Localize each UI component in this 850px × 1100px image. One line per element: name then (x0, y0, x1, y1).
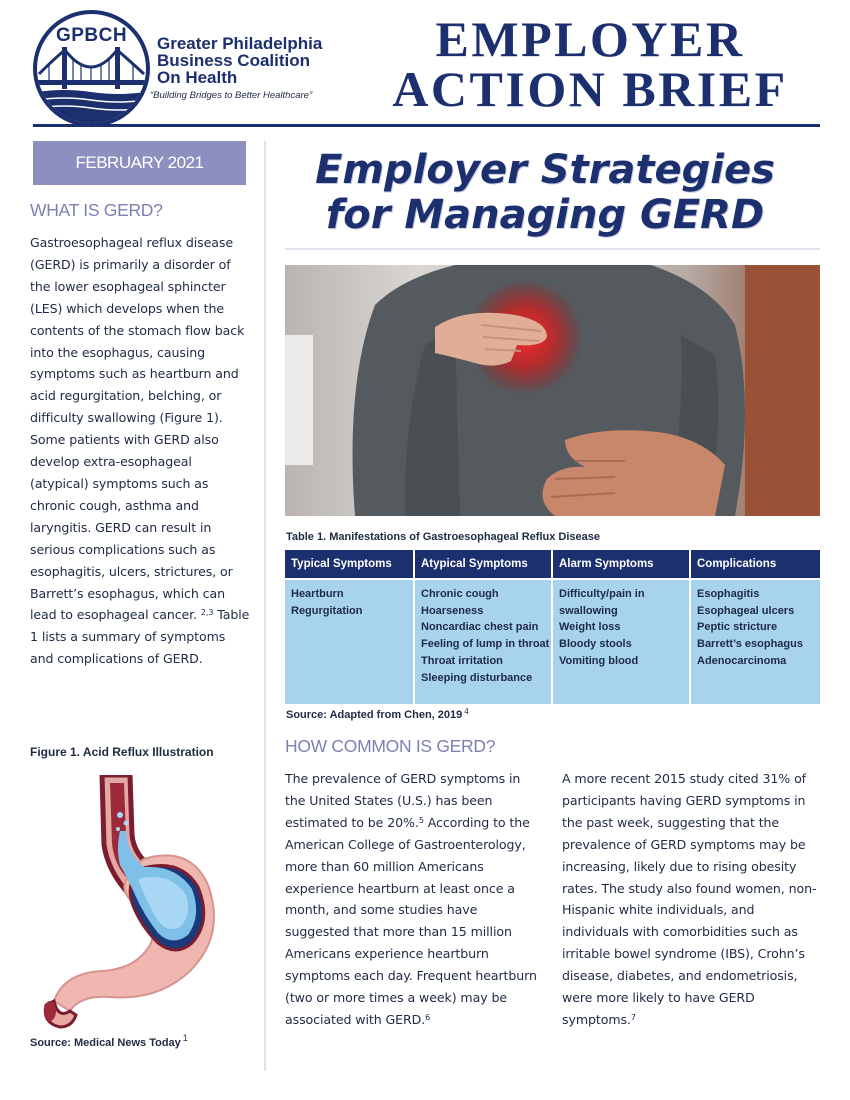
prevalence-text-b: According to the American College of Gastroenterology, more than 60 million Americans experience heartburn at least once a month, and some studies have suggested that more than 15 million Americans experience heartburn symptoms each day. Frequent heartburn (two or more times a week) may be associated with GERD. (285, 814, 537, 1027)
what-is-gerd-body (30, 232, 252, 670)
column-divider (264, 141, 266, 1071)
table-cell: Esophagitis (697, 588, 760, 600)
table-column-body (415, 580, 551, 704)
table-column (415, 550, 553, 704)
how-common-column-1 (285, 768, 543, 1031)
table-cell: Weight loss (559, 621, 621, 634)
table-cell: Esophageal ulcers (697, 604, 795, 617)
logo-text: GPBCH (55, 25, 128, 46)
table-column (285, 550, 415, 704)
bridge-logo-icon (37, 14, 146, 123)
table-cell: Difficulty/pain in swallowing (559, 588, 645, 617)
table-column-header: Complications (691, 550, 820, 578)
article-title-line-1: Employer Strategies (315, 147, 775, 193)
table-source-ref: 4 (464, 707, 469, 716)
table-column-body (691, 580, 820, 704)
table-cell: Sleeping disturbance (421, 671, 533, 684)
brief-title-line-2: ACTION BRIEF (392, 61, 788, 117)
table-cell: Barrett’s esophagus (697, 638, 803, 651)
organization-tagline: “Building Bridges to Better Healthcare” (150, 90, 313, 101)
article-title (285, 148, 805, 238)
table-cell: Vomiting blood (559, 654, 639, 667)
table-cell: Hoarseness (421, 604, 484, 617)
recent-study-text: A more recent 2015 study cited 31% of participants having GERD symptoms in the past week, suggesting that the prevalence of GERD symptoms may be increasing, likely due to rising obesity rates. The study also found women, non-Hispanic white individuals, and individuals with comorbidities such as irritable bowel syndrome (IBS), Crohn’s disease, diabetes, and endometriosis, were more likely to have GERD symptoms. (562, 771, 817, 1027)
article-title-line-2: for Managing GERD (325, 192, 765, 238)
table-source (286, 707, 469, 721)
gerd-definition-text: Gastroesophageal reflux disease (GERD) is primarily a disorder of the lower esophageal sphincter (LES) which develops when the contents of the stomach flow back into the esophagus, causing symptoms such as heartburn and acid regurgitation, belching, or difficulty swallowing (Figure 1). Some patients with GERD also develop extra-esophageal (atypical) symptoms such as chronic cough, asthma and laryngitis. GERD can result in serious complications such as esophagitis, ulcers, strictures, or Barrett’s esophagus, which can lead to esophageal cancer. (30, 235, 245, 623)
issue-date: FEBRUARY 2021 (33, 141, 246, 185)
figure-caption: Figure 1. Acid Reflux Illustration (30, 745, 214, 759)
table-cell: Heartburn (291, 588, 344, 600)
table-column-header: Atypical Symptoms (415, 550, 551, 578)
table-column-body (553, 580, 689, 704)
table-cell: Noncardiac chest pain (421, 621, 539, 634)
table-cell: Feeling of lump in throat (421, 638, 550, 651)
table-column (691, 550, 820, 704)
heartburn-photo (285, 265, 820, 516)
table-column (553, 550, 691, 704)
header-divider (33, 124, 820, 127)
table-column-header: Typical Symptoms (285, 550, 413, 578)
title-divider (285, 248, 820, 250)
table-cell: Regurgitation (291, 604, 363, 617)
table-source-text: Source: Adapted from Chen, 2019 (286, 709, 463, 721)
table-column-body (285, 580, 413, 704)
brief-title-line-1: EMPLOYER (435, 11, 745, 67)
prevalence-text-a: The prevalence of GERD symptoms in the United States (U.S.) has been estimated to be 20%. (285, 771, 521, 830)
table-cell: Peptic stricture (697, 621, 778, 634)
symptoms-table (285, 550, 820, 704)
table-cell: Chronic cough (421, 588, 499, 600)
org-name-line-1: Greater Philadelphia (157, 34, 323, 53)
table-cell: Adenocarcinoma (697, 654, 787, 667)
how-common-heading: HOW COMMON IS GERD? (285, 736, 496, 756)
gpbch-logo (33, 10, 150, 127)
organization-name (157, 35, 377, 86)
stomach-acid-reflux-icon (40, 775, 230, 1035)
table-cell: Bloody stools (559, 638, 632, 651)
what-is-gerd-heading: WHAT IS GERD? (30, 200, 163, 220)
org-name-line-3: On Health (157, 68, 238, 87)
table-cell: Throat irritation (421, 654, 503, 667)
citation-ref: 7 (630, 1012, 636, 1022)
citation-ref: 6 (425, 1012, 431, 1022)
figure-source-text: Source: Medical News Today (30, 1037, 181, 1049)
citation-ref: 5 (418, 815, 424, 825)
figure-source (30, 1033, 188, 1049)
table-caption: Table 1. Manifestations of Gastroesophageal Reflux Disease (286, 531, 600, 543)
citation-ref: 2,3 (200, 608, 214, 618)
org-name-line-2: Business Coalition (157, 51, 311, 70)
brief-title (370, 11, 810, 117)
how-common-column-2 (562, 768, 820, 1031)
table-column-header: Alarm Symptoms (553, 550, 689, 578)
figure-source-ref: 1 (182, 1033, 188, 1043)
gerd-definition-tail: Table 1 lists a summary of symptoms and complications of GERD. (30, 607, 250, 667)
